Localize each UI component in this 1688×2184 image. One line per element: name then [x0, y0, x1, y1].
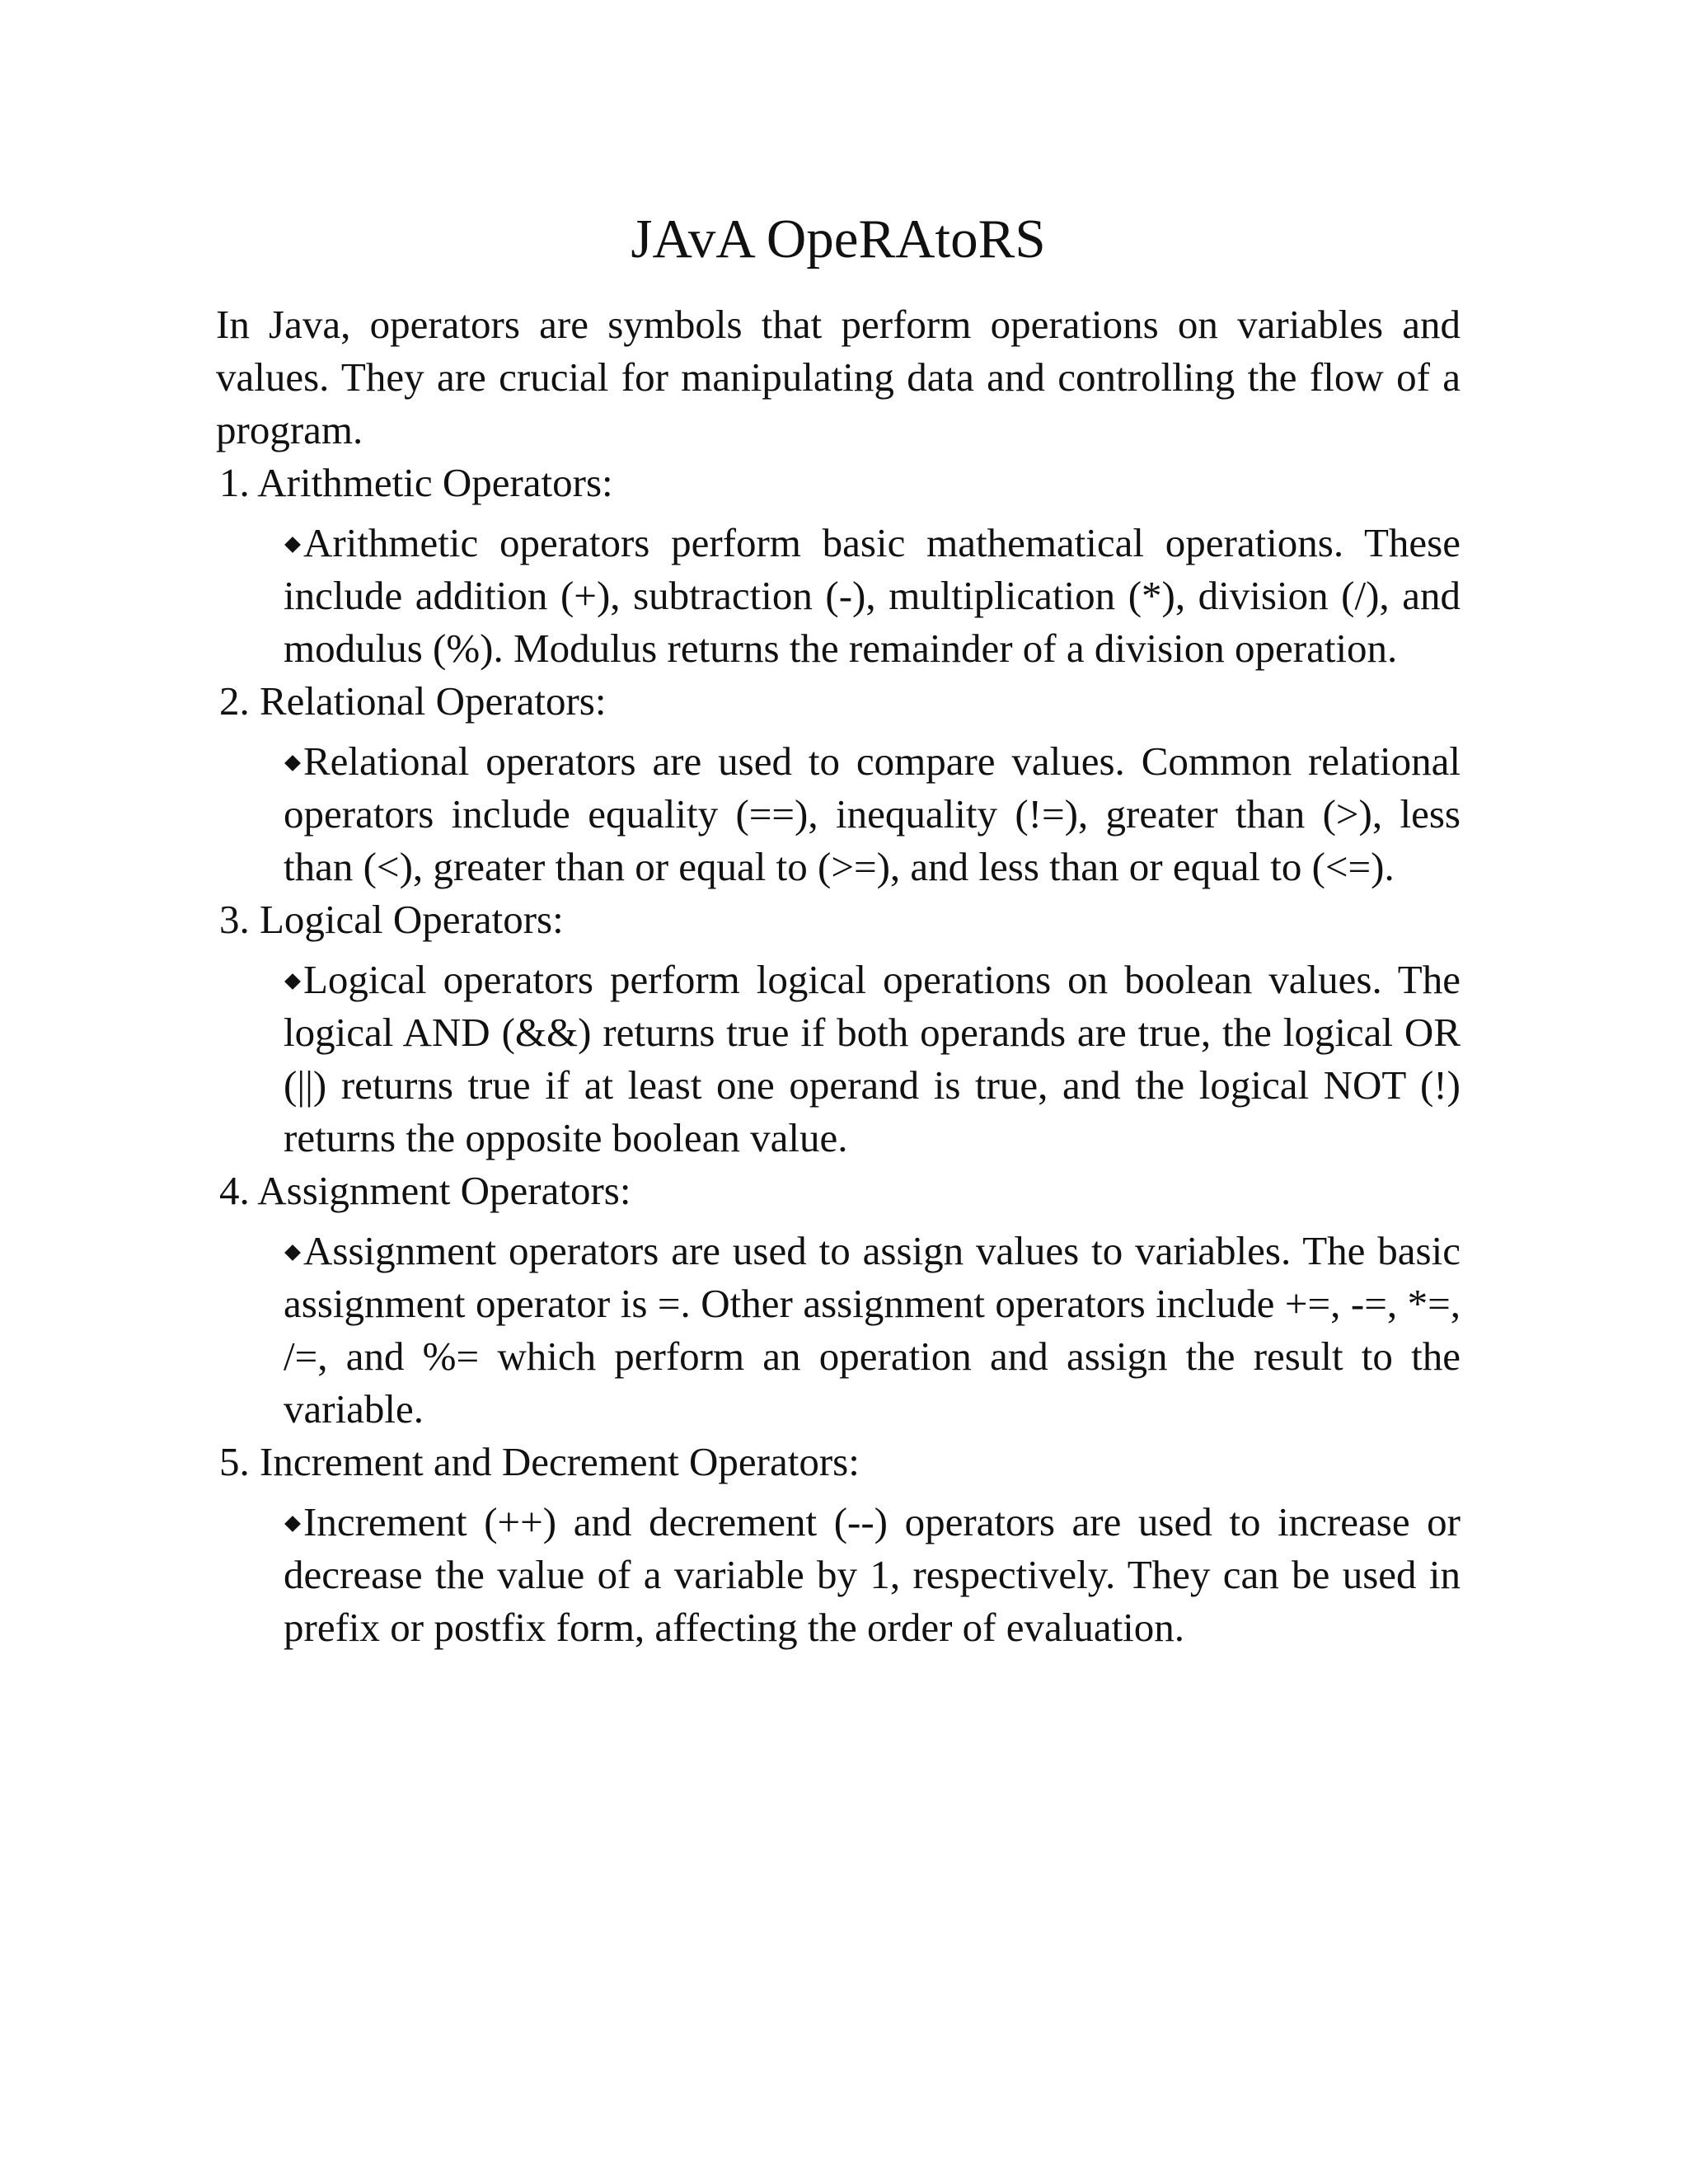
bullet-paragraph	[284, 517, 1461, 675]
bullet-text: Relational operators are used to compare values. Common relational operators include equality (==), inequality (!=), greater than (>), less than (<), greater than or equal to (>=), and less than or equal to (<=).	[284, 738, 1461, 889]
section-heading-text: Relational Operators:	[260, 678, 607, 724]
bullet-text: Logical operators perform logical operations on boolean values. The logical AND (&&) returns true if both operands are true, the logical OR (||) returns true if at least one operand is true, and the logical NOT (!) returns the opposite boolean value.	[284, 957, 1461, 1160]
bullet-paragraph	[284, 1225, 1461, 1436]
section-heading-text: Increment and Decrement Operators:	[260, 1439, 860, 1484]
bullet-text: Assignment operators are used to assign values to variables. The basic assignment operator is =. Other assignment operators include +=, -=, *=, /=, and %= which perform an operation and assign the result to the variable.	[284, 1228, 1461, 1432]
section-relational	[216, 675, 1461, 893]
section-assignment	[216, 1165, 1461, 1436]
bullet-paragraph	[284, 735, 1461, 893]
section-heading	[216, 1165, 1461, 1217]
section-heading-text: Arithmetic Operators:	[257, 460, 613, 505]
section-increment-decrement	[216, 1436, 1461, 1654]
diamond-bullet-icon	[284, 537, 301, 553]
document-page	[216, 206, 1461, 1654]
section-logical	[216, 893, 1461, 1165]
section-heading	[216, 1436, 1461, 1488]
section-number: 3.	[219, 897, 250, 942]
diamond-bullet-icon	[284, 1516, 301, 1532]
diamond-bullet-icon	[284, 755, 301, 771]
diamond-bullet-icon	[284, 1244, 301, 1261]
section-number: 1.	[219, 460, 250, 505]
section-heading	[216, 457, 1461, 509]
section-heading	[216, 675, 1461, 728]
section-number: 5.	[219, 1439, 250, 1484]
intro-paragraph: In Java, operators are symbols that perform operations on variables and values. They are crucial for manipulating data and controlling the flow of a program.	[216, 302, 1461, 452]
section-number: 4.	[219, 1168, 250, 1213]
diamond-bullet-icon	[284, 973, 301, 990]
section-arithmetic	[216, 457, 1461, 675]
section-heading	[216, 893, 1461, 946]
bullet-text: Increment (++) and decrement (--) operators are used to increase or decrease the value of a variable by 1, respectively. They can be used in prefix or postfix form, affecting the order of evaluation.	[284, 1499, 1461, 1650]
document-title: JAvA OpeRAtoRS	[631, 209, 1046, 269]
section-heading-text: Assignment Operators:	[257, 1168, 631, 1213]
section-heading-text: Logical Operators:	[260, 897, 564, 942]
bullet-paragraph	[284, 1496, 1461, 1654]
bullet-paragraph	[284, 954, 1461, 1165]
section-number: 2.	[219, 678, 250, 724]
bullet-text: Arithmetic operators perform basic mathematical operations. These include addition (+), subtraction (-), multiplication (*), division (/), and modulus (%). Modulus returns the remainder of a division operation.	[284, 520, 1461, 671]
